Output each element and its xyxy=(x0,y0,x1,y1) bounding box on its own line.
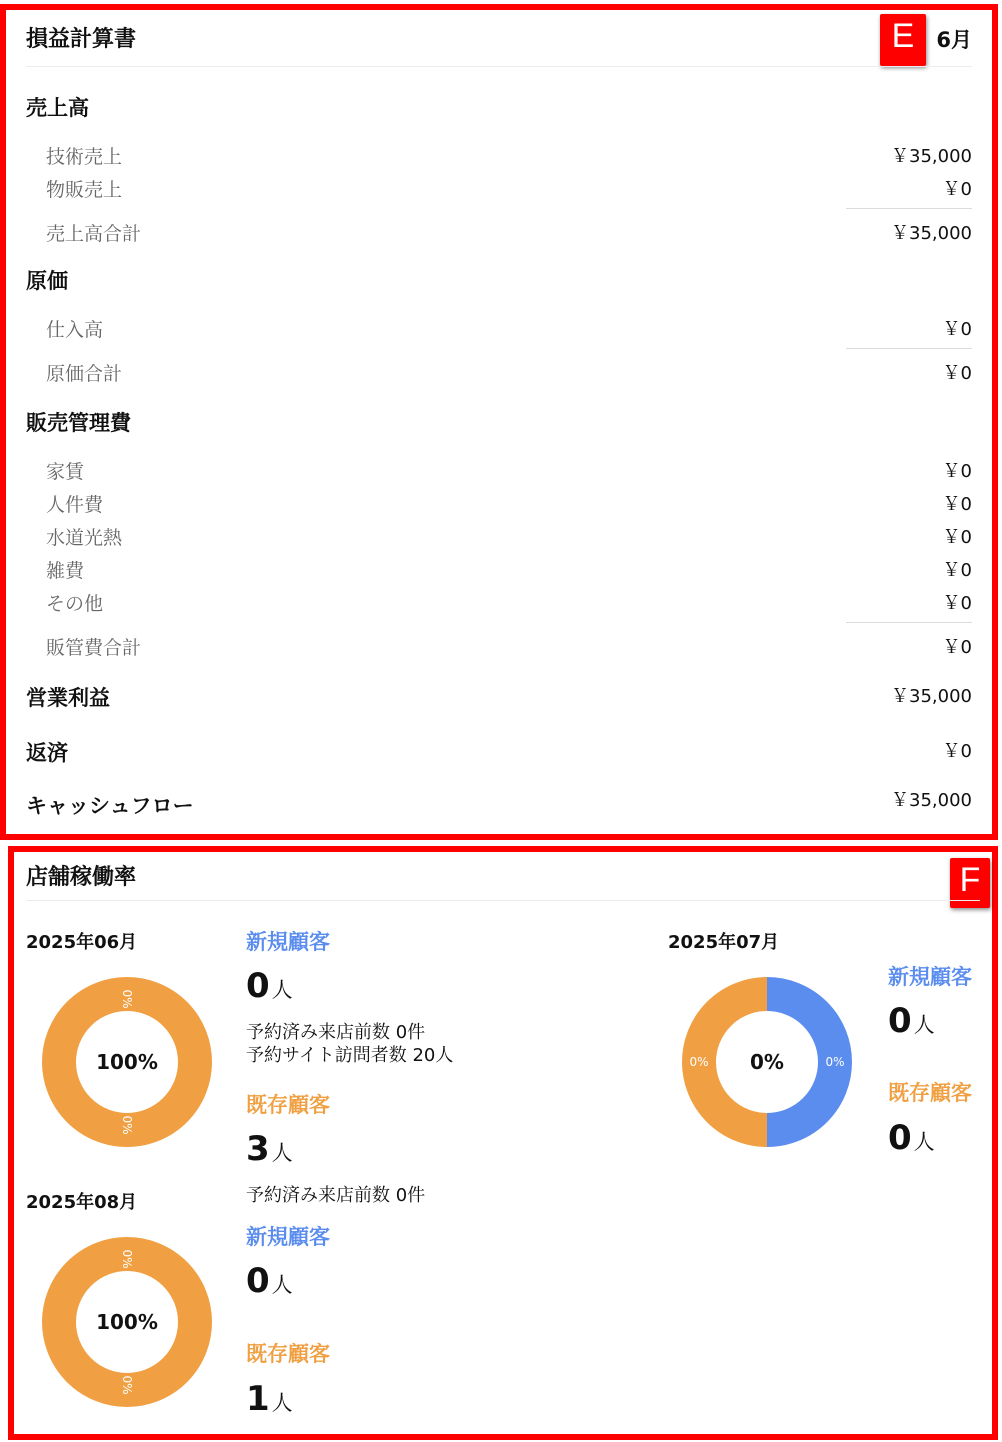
existing-customers-count xyxy=(246,1129,293,1173)
row-sga-other xyxy=(26,589,972,617)
row-value: ￥35,000 xyxy=(891,223,972,244)
row-label: 物販売上 xyxy=(46,179,123,201)
profit-loss-card xyxy=(0,4,998,840)
donut-segment-label: 0% xyxy=(120,1249,134,1269)
subtotal-divider xyxy=(846,208,972,209)
section-sga-heading: 販売管理費 xyxy=(26,411,131,435)
row-cost-total xyxy=(26,359,972,387)
occupancy-donut-chart xyxy=(39,974,215,1150)
new-customers-count xyxy=(888,1001,935,1045)
new-customers-label: 新規顧客 xyxy=(246,1225,330,1249)
row-sga-personnel xyxy=(26,490,972,518)
count-unit: 人 xyxy=(271,1391,293,1415)
row-sga-rent xyxy=(26,457,972,485)
annotation-label-e: E xyxy=(880,14,926,66)
row-value: ￥0 xyxy=(942,741,972,762)
row-label: 技術売上 xyxy=(46,146,123,168)
row-value: ￥0 xyxy=(942,560,972,581)
count-value: 3 xyxy=(246,1129,270,1169)
row-repayment xyxy=(26,737,972,765)
period-label: 2025年06月 xyxy=(26,932,138,953)
row-sales-goods xyxy=(26,175,972,203)
existing-customers-label: 既存顧客 xyxy=(246,1093,330,1117)
subtotal-divider xyxy=(846,622,972,623)
donut-center-percent: 100% xyxy=(96,1310,158,1334)
donut-center-percent: 0% xyxy=(750,1050,784,1074)
row-label: 営業利益 xyxy=(26,686,110,710)
annotation-label-f: F xyxy=(950,858,990,908)
occupancy-donut-chart xyxy=(39,1234,215,1410)
row-value: ￥35,000 xyxy=(891,790,972,811)
count-unit: 人 xyxy=(913,1013,935,1037)
note-reserved-before-visit: 予約済み来店前数 0件 xyxy=(246,1185,426,1206)
donut-segment-label: 0% xyxy=(120,989,134,1009)
existing-customers-label: 既存顧客 xyxy=(246,1342,330,1366)
count-unit: 人 xyxy=(271,978,293,1002)
row-value: ￥0 xyxy=(942,319,972,340)
row-label: 家賃 xyxy=(46,461,85,483)
note-booking-site-visitors: 予約サイト訪問者数 20人 xyxy=(246,1045,454,1066)
note-reserved-before-visit: 予約済み来店前数 0件 xyxy=(246,1022,426,1043)
count-value: 0 xyxy=(888,1001,912,1041)
donut-segment-label: 0% xyxy=(825,1055,845,1069)
donut-segment-label: 0% xyxy=(120,1375,134,1395)
new-customers-label: 新規顧客 xyxy=(246,930,330,954)
row-cost-purchase xyxy=(26,315,972,343)
row-label: 水道光熱 xyxy=(46,527,123,549)
donut-segment-label: 0% xyxy=(689,1055,709,1069)
row-value: ￥0 xyxy=(942,593,972,614)
row-label: 仕入高 xyxy=(46,319,104,341)
period-label: 2025年07月 xyxy=(668,932,780,953)
section-sales-heading: 売上高 xyxy=(26,96,89,120)
section-cost-heading: 原価 xyxy=(26,269,68,293)
row-sga-total xyxy=(26,633,972,661)
card-title: 店舗稼働率 xyxy=(26,865,137,890)
row-operating-profit xyxy=(26,682,972,710)
row-label: 販管費合計 xyxy=(46,637,142,659)
row-sga-misc xyxy=(26,556,972,584)
occupancy-donut-chart xyxy=(679,974,855,1150)
row-sales-tech xyxy=(26,142,972,170)
new-customers-label: 新規顧客 xyxy=(888,965,972,989)
row-value: ￥0 xyxy=(942,179,972,200)
row-sga-utilities xyxy=(26,523,972,551)
new-customers-count xyxy=(246,966,293,1010)
count-value: 0 xyxy=(888,1118,912,1158)
row-sales-total xyxy=(26,219,972,247)
row-label: 人件費 xyxy=(46,494,104,516)
row-value: ￥0 xyxy=(942,461,972,482)
row-label: 原価合計 xyxy=(46,363,123,385)
count-value: 1 xyxy=(246,1379,270,1419)
count-unit: 人 xyxy=(271,1273,293,1297)
donut-center-percent: 100% xyxy=(96,1050,158,1074)
row-value: ￥35,000 xyxy=(891,686,972,707)
month-label: 6月 xyxy=(936,28,972,52)
count-value: 0 xyxy=(246,966,270,1006)
count-unit: 人 xyxy=(271,1141,293,1165)
existing-customers-label: 既存顧客 xyxy=(888,1081,972,1105)
existing-customers-count xyxy=(246,1379,293,1423)
title-divider xyxy=(26,900,980,901)
row-label: 返済 xyxy=(26,741,68,765)
donut-segment-label: 0% xyxy=(120,1115,134,1135)
row-label: 雑費 xyxy=(46,560,85,582)
row-cashflow xyxy=(26,790,972,818)
subtotal-divider xyxy=(846,348,972,349)
row-value: ￥0 xyxy=(942,527,972,548)
existing-customers-count xyxy=(888,1118,935,1162)
count-value: 0 xyxy=(246,1261,270,1301)
row-value: ￥0 xyxy=(942,637,972,658)
period-label: 2025年08月 xyxy=(26,1192,138,1213)
title-divider xyxy=(26,66,972,67)
new-customers-count xyxy=(246,1261,293,1305)
row-label: その他 xyxy=(46,593,104,615)
store-occupancy-card xyxy=(8,846,998,1440)
card-title: 損益計算書 xyxy=(26,27,137,52)
row-value: ￥35,000 xyxy=(891,146,972,167)
row-label: 売上高合計 xyxy=(46,223,142,245)
row-value: ￥0 xyxy=(942,363,972,384)
count-unit: 人 xyxy=(913,1130,935,1154)
row-label: キャッシュフロー xyxy=(26,794,194,818)
row-value: ￥0 xyxy=(942,494,972,515)
